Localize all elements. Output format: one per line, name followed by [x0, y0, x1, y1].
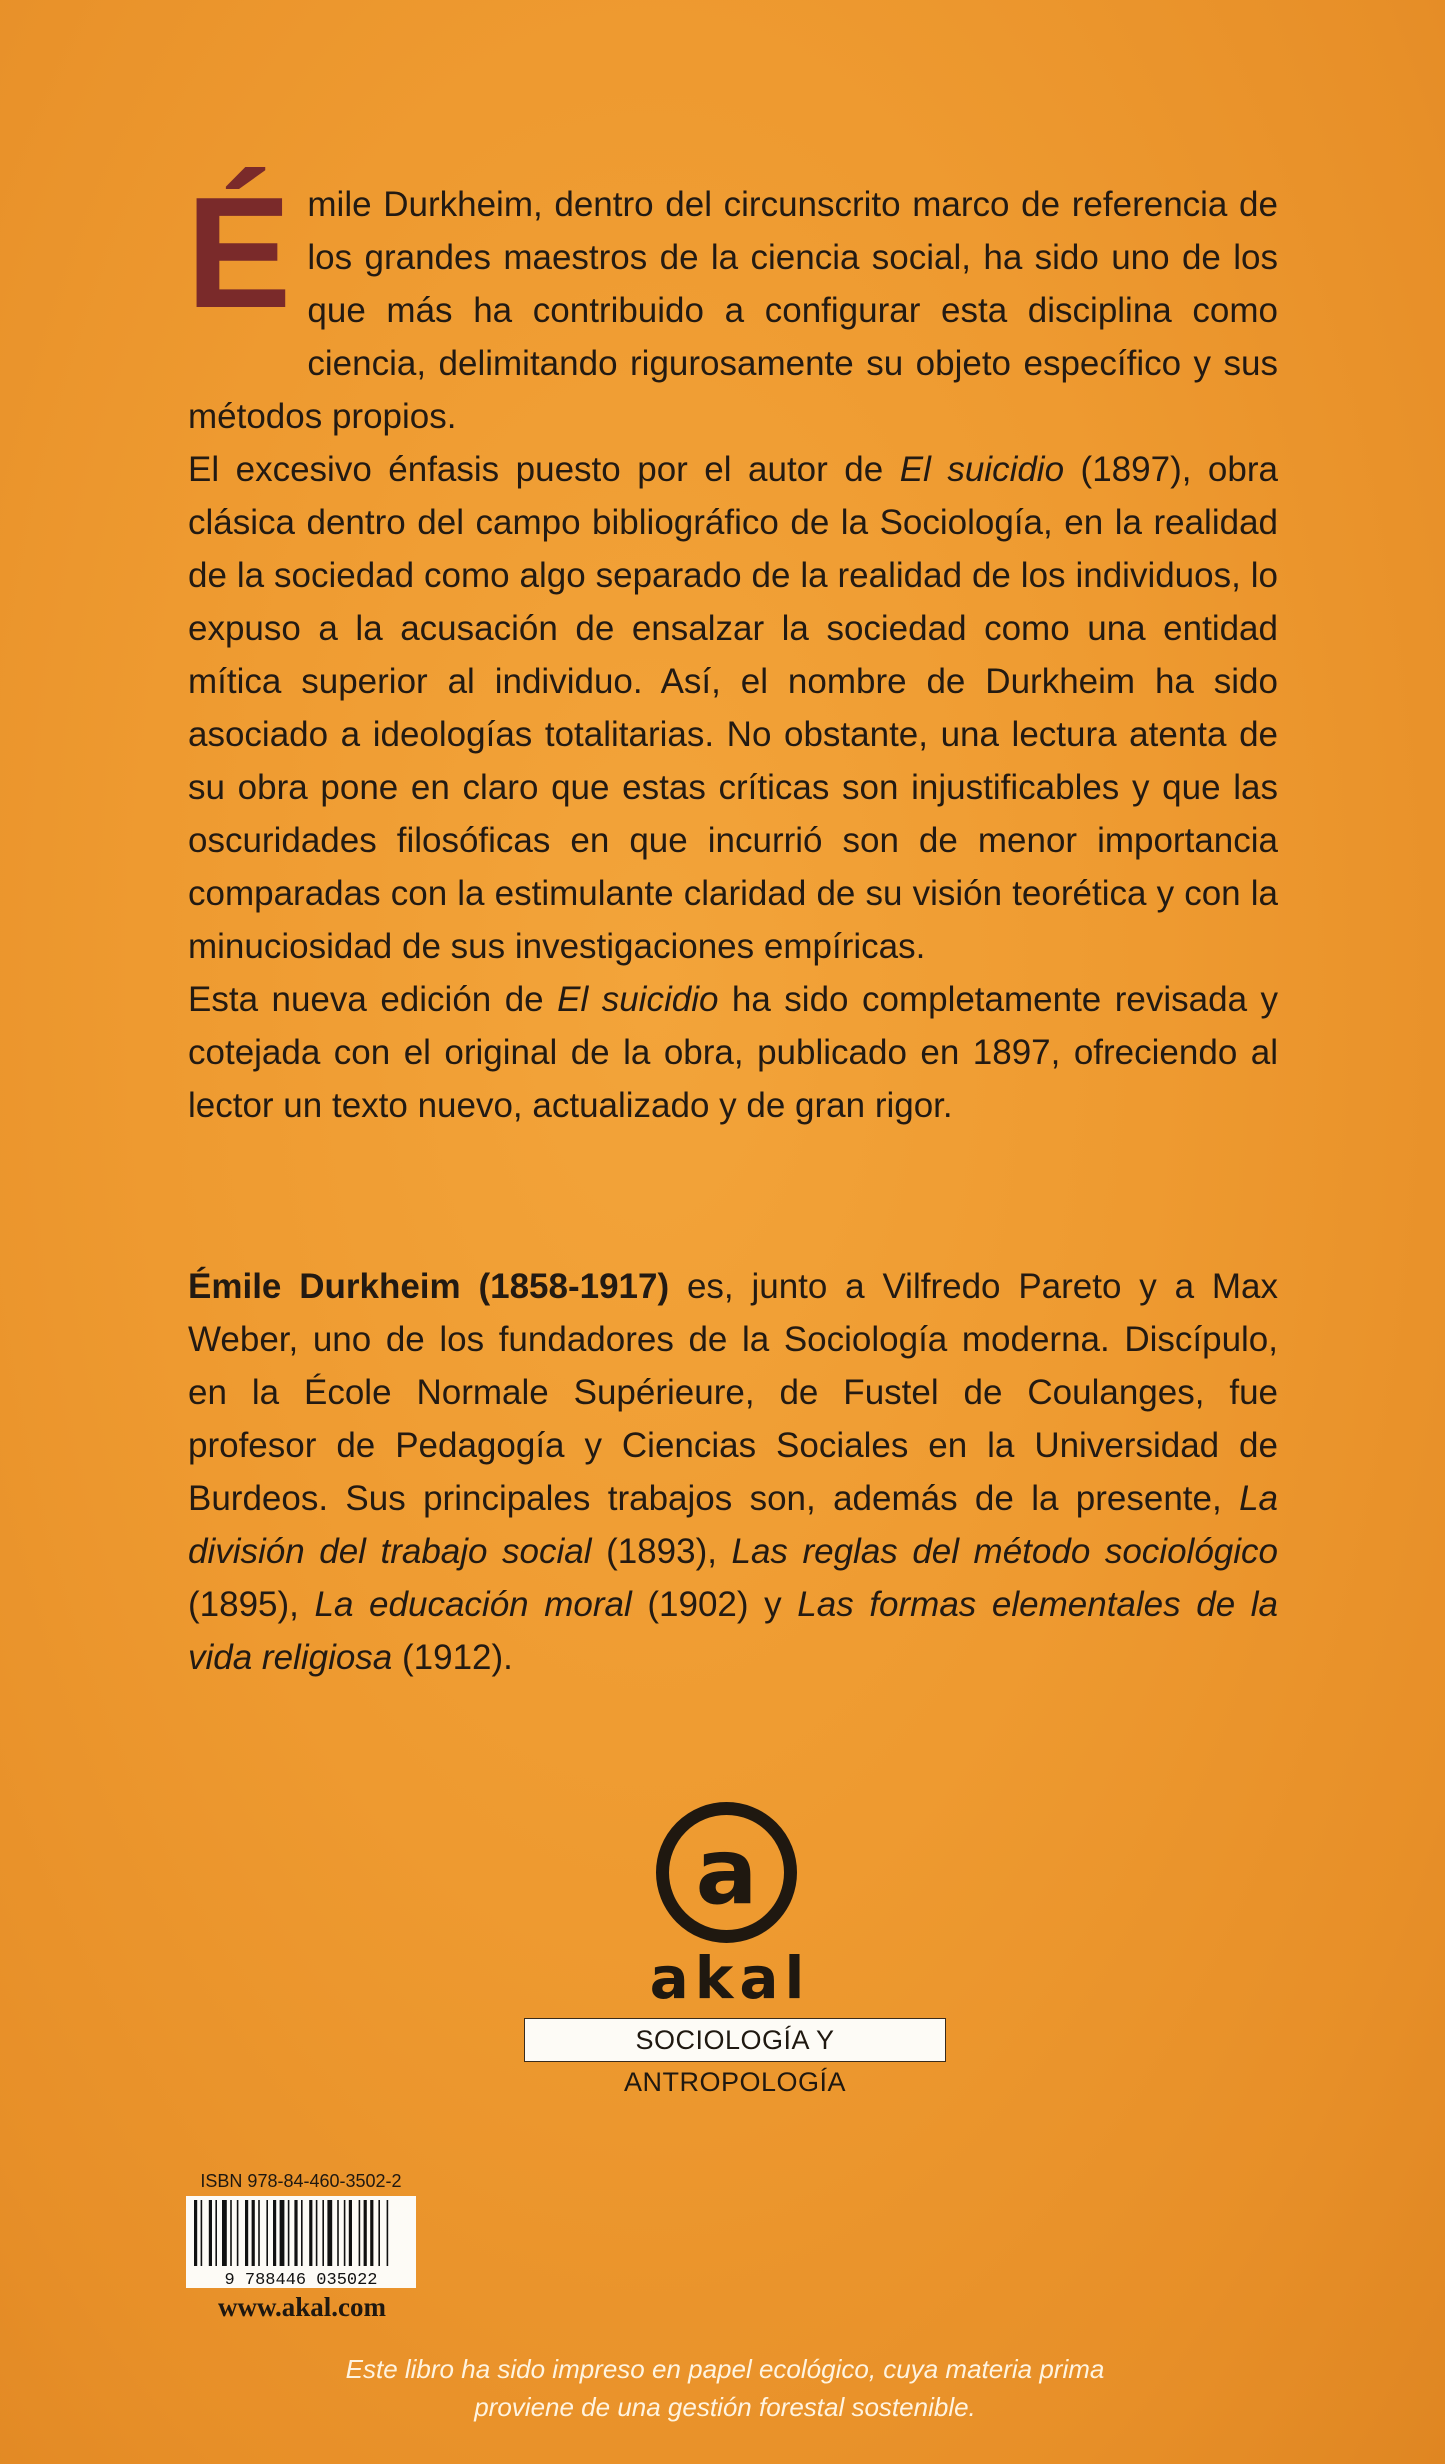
- publisher-wordmark: akal: [649, 1944, 811, 2012]
- barcode-bar: [237, 2200, 239, 2266]
- publisher-website: www.akal.com: [218, 2292, 386, 2322]
- synopsis-paragraph-1: mile Durkheim, dentro del circunscrito marco de referencia de los grandes maestros de la ciencia social, ha sido uno de los que más ha contribuido a configurar esta disciplina como ciencia, delimitando rigurosamente su objeto específico y sus métodos propios.: [188, 185, 1278, 436]
- author-bio: [188, 1260, 1278, 1684]
- collection-label: SOCIOLOGÍA Y ANTROPOLOGÍA: [524, 2018, 946, 2062]
- author-name: Émile Durkheim (1858-1917): [188, 1267, 670, 1306]
- drop-cap: É: [186, 165, 292, 341]
- text-run: ha sido completamente revisada y cotejada con el original de la obra, publicado en 1897, ofreciendo al lector un texto nuevo, actualizado y de gran rigor.: [188, 980, 1278, 1125]
- barcode-bar: [288, 2200, 290, 2266]
- work-title: La división del trabajo social: [188, 1479, 1278, 1571]
- barcode-bar: [301, 2200, 303, 2266]
- synopsis-paragraph-3: [188, 973, 1278, 1132]
- barcode-bar: [316, 2200, 318, 2266]
- barcode-bar: [245, 2200, 248, 2266]
- barcode-icon: [186, 2196, 416, 2288]
- barcode-bar: [322, 2200, 324, 2266]
- isbn-label: ISBN 978-84-460-3502-2: [200, 2171, 402, 2191]
- eco-note: Este libro ha sido impreso en papel ecológico, cuya materia prima proviene de una gestión forestal sostenible.: [345, 2354, 1105, 2422]
- barcode-bar: [387, 2200, 389, 2266]
- barcode-bar: [359, 2200, 361, 2266]
- barcode-bar: [344, 2200, 346, 2266]
- barcode-bar: [349, 2200, 352, 2266]
- barcode-bar: [215, 2200, 217, 2266]
- barcode-bar: [222, 2200, 227, 2266]
- text-run: (1893),: [591, 1532, 732, 1571]
- text-run: (1897), obra clásica dentro del campo bibliográfico de la Sociología, en la realidad de la sociedad como algo separado de la realidad de los individuos, lo expuso a la acusación de ensalzar la sociedad como una entidad mítica superior al individuo. Así, el nombre de Durkheim ha sido asociado a ideologías totalitarias. No obstante, una lectura atenta de su obra pone en claro que estas críticas son injustificables y que las oscuridades filosóficas en que incurrió son de menor importancia comparadas con la estimulante claridad de su visión teorética y con la minuciosidad de sus investigaciones empíricas.: [188, 450, 1278, 966]
- barcode-bar: [273, 2200, 276, 2266]
- text-run: (1895),: [188, 1585, 315, 1624]
- barcode-bar: [252, 2200, 255, 2266]
- work-title: Las formas elementales de la vida religiosa: [188, 1585, 1279, 1677]
- barcode-bar: [194, 2200, 197, 2266]
- barcode-bar: [309, 2200, 312, 2266]
- text-run: (1902) y: [631, 1585, 798, 1624]
- publisher-logo: [520, 1800, 940, 2097]
- barcode-bar: [337, 2200, 339, 2266]
- barcode-bar: [327, 2200, 332, 2266]
- barcode-bar: [258, 2200, 260, 2266]
- text-run: (1912).: [392, 1638, 513, 1677]
- book-title: El suicidio: [557, 980, 719, 1019]
- text-run: es, junto a Vilfredo Pareto y a Max Weber, uno de los fundadores de la Sociología moderna. Discípulo, en la École Normale Supérieure, de Fustel de Coulanges, fue profesor de Pedagogía y Ciencias Sociales en la Universidad de Burdeos. Sus principales trabajos son, además de la presente,: [188, 1267, 1278, 1518]
- barcode-bar: [230, 2200, 232, 2266]
- text-run: Esta nueva edición de: [188, 980, 558, 1019]
- barcode-digits: 9 788446 035022: [224, 2271, 378, 2288]
- barcode-bar: [294, 2200, 297, 2266]
- barcode-bar: [378, 2200, 380, 2266]
- synopsis-paragraph-2: [188, 443, 1278, 973]
- logo-letter: a: [695, 1818, 758, 1925]
- barcode-bar: [209, 2200, 212, 2266]
- barcode-bar: [280, 2200, 285, 2266]
- work-title: La educación moral: [314, 1585, 632, 1624]
- work-title: Las reglas del método sociológico: [731, 1532, 1278, 1571]
- barcode-bar: [364, 2200, 367, 2266]
- barcode-bar: [201, 2200, 203, 2266]
- text-run: El excesivo énfasis puesto por el autor de: [188, 450, 900, 489]
- book-title: El suicidio: [899, 450, 1065, 489]
- barcode-bar: [266, 2200, 268, 2266]
- barcode-bar: [370, 2200, 373, 2266]
- akal-logo-icon: [654, 1800, 799, 1945]
- synopsis: [186, 165, 1278, 1132]
